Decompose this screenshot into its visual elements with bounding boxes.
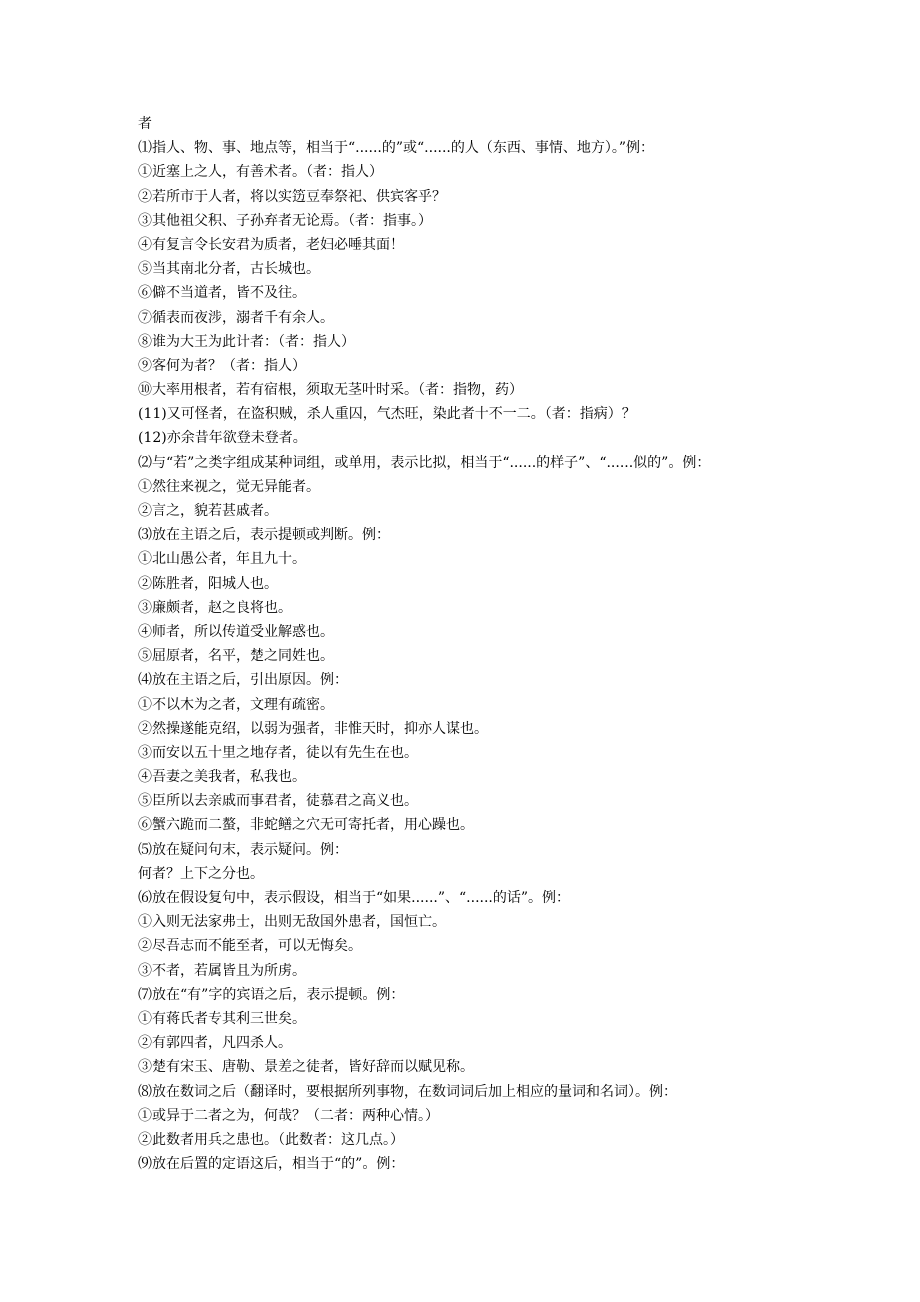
text-line: ④有复言令长安君为质者，老妇必唾其面！ (138, 236, 404, 253)
text-line: ③而安以五十里之地存者，徒以有先生在也。 (138, 744, 418, 761)
text-line: ⑥僻不当道者，皆不及往。 (138, 285, 306, 302)
text-line: ⑤当其南北分者，古长城也。 (138, 261, 320, 278)
text-line: (12)亦余昔年欲登未登者。 (138, 430, 307, 447)
text-line: ②言之，貌若甚戚者。 (138, 503, 278, 519)
text-line: ①不以木为之者，文理有疏密。 (138, 696, 334, 713)
text-line: ④师者，所以传道受业解惑也。 (138, 623, 334, 640)
text-line: (11)又可怪者，在盗积贼，杀人重囚，气杰旺，染此者十不一二。（者：指病）？ (138, 406, 636, 423)
text-line: ②然操遂能克绍，以弱为强者，非惟天时，抑亦人谋也。 (138, 720, 488, 737)
text-line: ⑤屈原者，名平，楚之同姓也。 (138, 648, 334, 665)
text-line: ⑵与“若”之类字组成某种词组，或单用，表示比拟，相当于“......的样子”、“......似的”。例： (138, 454, 711, 471)
text-line: ⑹放在假设复句中，表示假设，相当于“如果......”、“......的话”。例： (138, 890, 571, 906)
text-line: ⑨客何为者？（者：指人） (138, 357, 306, 374)
text-line: ②陈胜者，阳城人也。 (138, 575, 278, 592)
text-line: ⑷放在主语之后，引出原因。例： (138, 672, 348, 689)
text-line: ⑩大率用根者，若有宿根，须取无茎叶时采。（者：指物，药） (138, 382, 523, 399)
text-line: ②有郭四者，凡四杀人。 (138, 1035, 292, 1052)
text-line: ⑥蟹六跪而二螯，非蛇鳝之穴无可寄托者，用心躁也。 (138, 817, 474, 834)
text-line: ⑼放在后置的定语这后，相当于“的”。例： (138, 1156, 405, 1173)
text-line: ⑴指人、物、事、地点等，相当于“......的”或“......的人（东西、事情、地方）。”例： (138, 140, 655, 157)
text-line: ⑻放在数词之后（翻译时，要根据所列事物，在数词词后加上相应的量词和名词）。例： (138, 1083, 677, 1100)
text-line: ②若所市于人者，将以实笾豆奉祭祀、供宾客乎？ (138, 188, 446, 205)
text-line: ②此数者用兵之患也。（此数者：这几点。） (138, 1131, 404, 1148)
text-line: ⑺放在“有”字的宾语之后，表示提顿。例： (138, 986, 405, 1003)
text-line: ③楚有宋玉、唐勒、景差之徒者，皆好辞而以赋见称。 (138, 1059, 474, 1076)
text-line: ⑧谁为大王为此计者：（者：指人） (138, 333, 355, 350)
text-line: ③廉颇者，赵之良将也。 (138, 599, 292, 616)
text-line: ④吾妻之美我者，私我也。 (138, 769, 306, 786)
text-line: ⑤臣所以去亲戚而事君者，徒慕君之高义也。 (138, 793, 418, 810)
document-title: 者 (138, 116, 152, 132)
text-line: ③不者，若属皆且为所虏。 (138, 962, 306, 979)
text-line: 何者？上下之分也。 (138, 865, 264, 882)
text-line: ①北山愚公者，年且九十。 (138, 551, 306, 568)
text-line: ①入则无法家弗士，出则无敌国外患者，国恒亡。 (138, 914, 446, 931)
text-line: ⑸放在疑问句末，表示疑问。例： (138, 841, 348, 858)
text-line: ③其他祖父积、子孙弃者无论焉。（者：指事。） (138, 212, 432, 229)
text-line: ⑶放在主语之后，表示提顿或判断。例： (138, 527, 390, 544)
text-line: ②尽吾志而不能至者，可以无悔矣。 (138, 938, 362, 955)
document-page (138, 112, 838, 1176)
text-line: ①有蒋氏者专其利三世矣。 (138, 1010, 306, 1027)
text-line: ⑦循表而夜涉，溺者千有余人。 (138, 309, 334, 326)
text-line: ①近塞上之人，有善术者。（者：指人） (138, 164, 383, 181)
text-line: ①或异于二者之为，何哉？（二者：两种心情。） (138, 1107, 439, 1124)
text-line: ①然往来视之，觉无异能者。 (138, 478, 320, 495)
